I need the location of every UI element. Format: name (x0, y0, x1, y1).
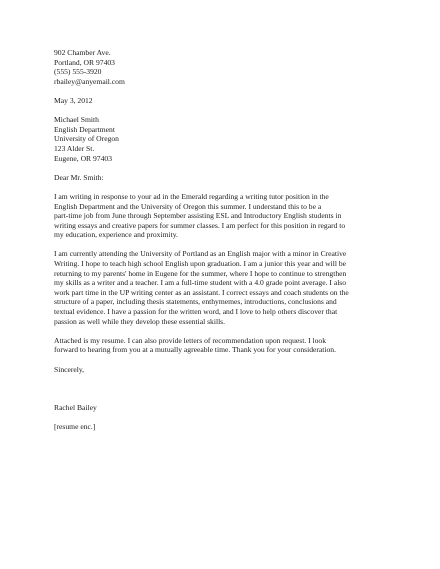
enclosure-note: [resume enc.] (54, 422, 96, 432)
paragraph-line: Attached is my resume. I can also provide letters of recommendation upon request. I look (54, 335, 327, 345)
paragraph-line: I am currently attending the University of Portland as an English major with a minor in Creative (54, 249, 347, 259)
recipient-name: Michael Smith (54, 115, 99, 125)
signature-name: Rachel Bailey (54, 402, 97, 412)
spacer (54, 240, 394, 250)
recipient-department: English Department (54, 124, 115, 134)
closing: Sincerely, (54, 364, 85, 374)
paragraph-line: writing essays and creative papers for summer classes. I am perfect for this position in regard to (54, 220, 346, 230)
spacer (54, 413, 394, 423)
sender-city-state-zip: Portland, OR 97403 (54, 57, 115, 67)
paragraph-line: forward to hearing from you at a mutually agreeable time. Thank you for your consideration. (54, 345, 337, 355)
salutation: Dear Mr. Smith: (54, 172, 104, 182)
sender-address (54, 48, 394, 86)
body-paragraph-3 (54, 336, 394, 355)
spacer (54, 182, 394, 192)
recipient-street: 123 Alder St. (54, 143, 95, 153)
paragraph-line: my skills as a writer and a teacher. I am a full-time student with a 4.0 grade point average. I also (54, 278, 347, 288)
paragraph-line: my education, experience and proximity. (54, 230, 178, 240)
spacer (54, 355, 394, 365)
sender-street: 902 Chamber Ave. (54, 48, 111, 57)
spacer (54, 86, 394, 96)
spacer (54, 326, 394, 336)
spacer (54, 106, 394, 116)
sender-email: rbailey@anyemail.com (54, 76, 125, 86)
recipient-address (54, 115, 394, 163)
paragraph-line: returning to my parents' home in Eugene for the summer, where I hope to continue to strengthen (54, 268, 347, 278)
paragraph-line: part-time job from June through September assisting ESL and Introductory English students in (54, 211, 342, 221)
recipient-institution: University of Oregon (54, 134, 119, 144)
paragraph-line: textual evidence. I have a passion for the written word, and I love to help others discover that (54, 307, 338, 317)
paragraph-line: I am writing in response to your ad in the Emerald regarding a writing tutor position in the (54, 191, 329, 201)
spacer (54, 163, 394, 173)
paragraph-line: passion as well while they develop these essential skills. (54, 316, 226, 326)
body-paragraph-2 (54, 249, 394, 326)
paragraph-line: English Department and the University of Oregon this summer. I understand this to be a (54, 201, 322, 211)
spacer (54, 374, 394, 384)
letter-date: May 3, 2012 (54, 95, 93, 105)
spacer (54, 384, 394, 394)
letter (54, 48, 394, 432)
paragraph-line: structure of a paper, including thesis statements, enthymemes, introductions, conclusions and (54, 297, 337, 307)
spacer (54, 393, 394, 403)
paragraph-line: work part time in the UP writing center as an assistant. I correct essays and coach students on the (54, 287, 349, 297)
body-paragraph-1 (54, 192, 394, 240)
sender-phone: (555) 555-3920 (54, 67, 102, 77)
recipient-city-state-zip: Eugene, OR 97403 (54, 153, 112, 163)
paragraph-line: Writing. I hope to teach high school English upon graduation. I am a junior this year and will be (54, 259, 346, 269)
